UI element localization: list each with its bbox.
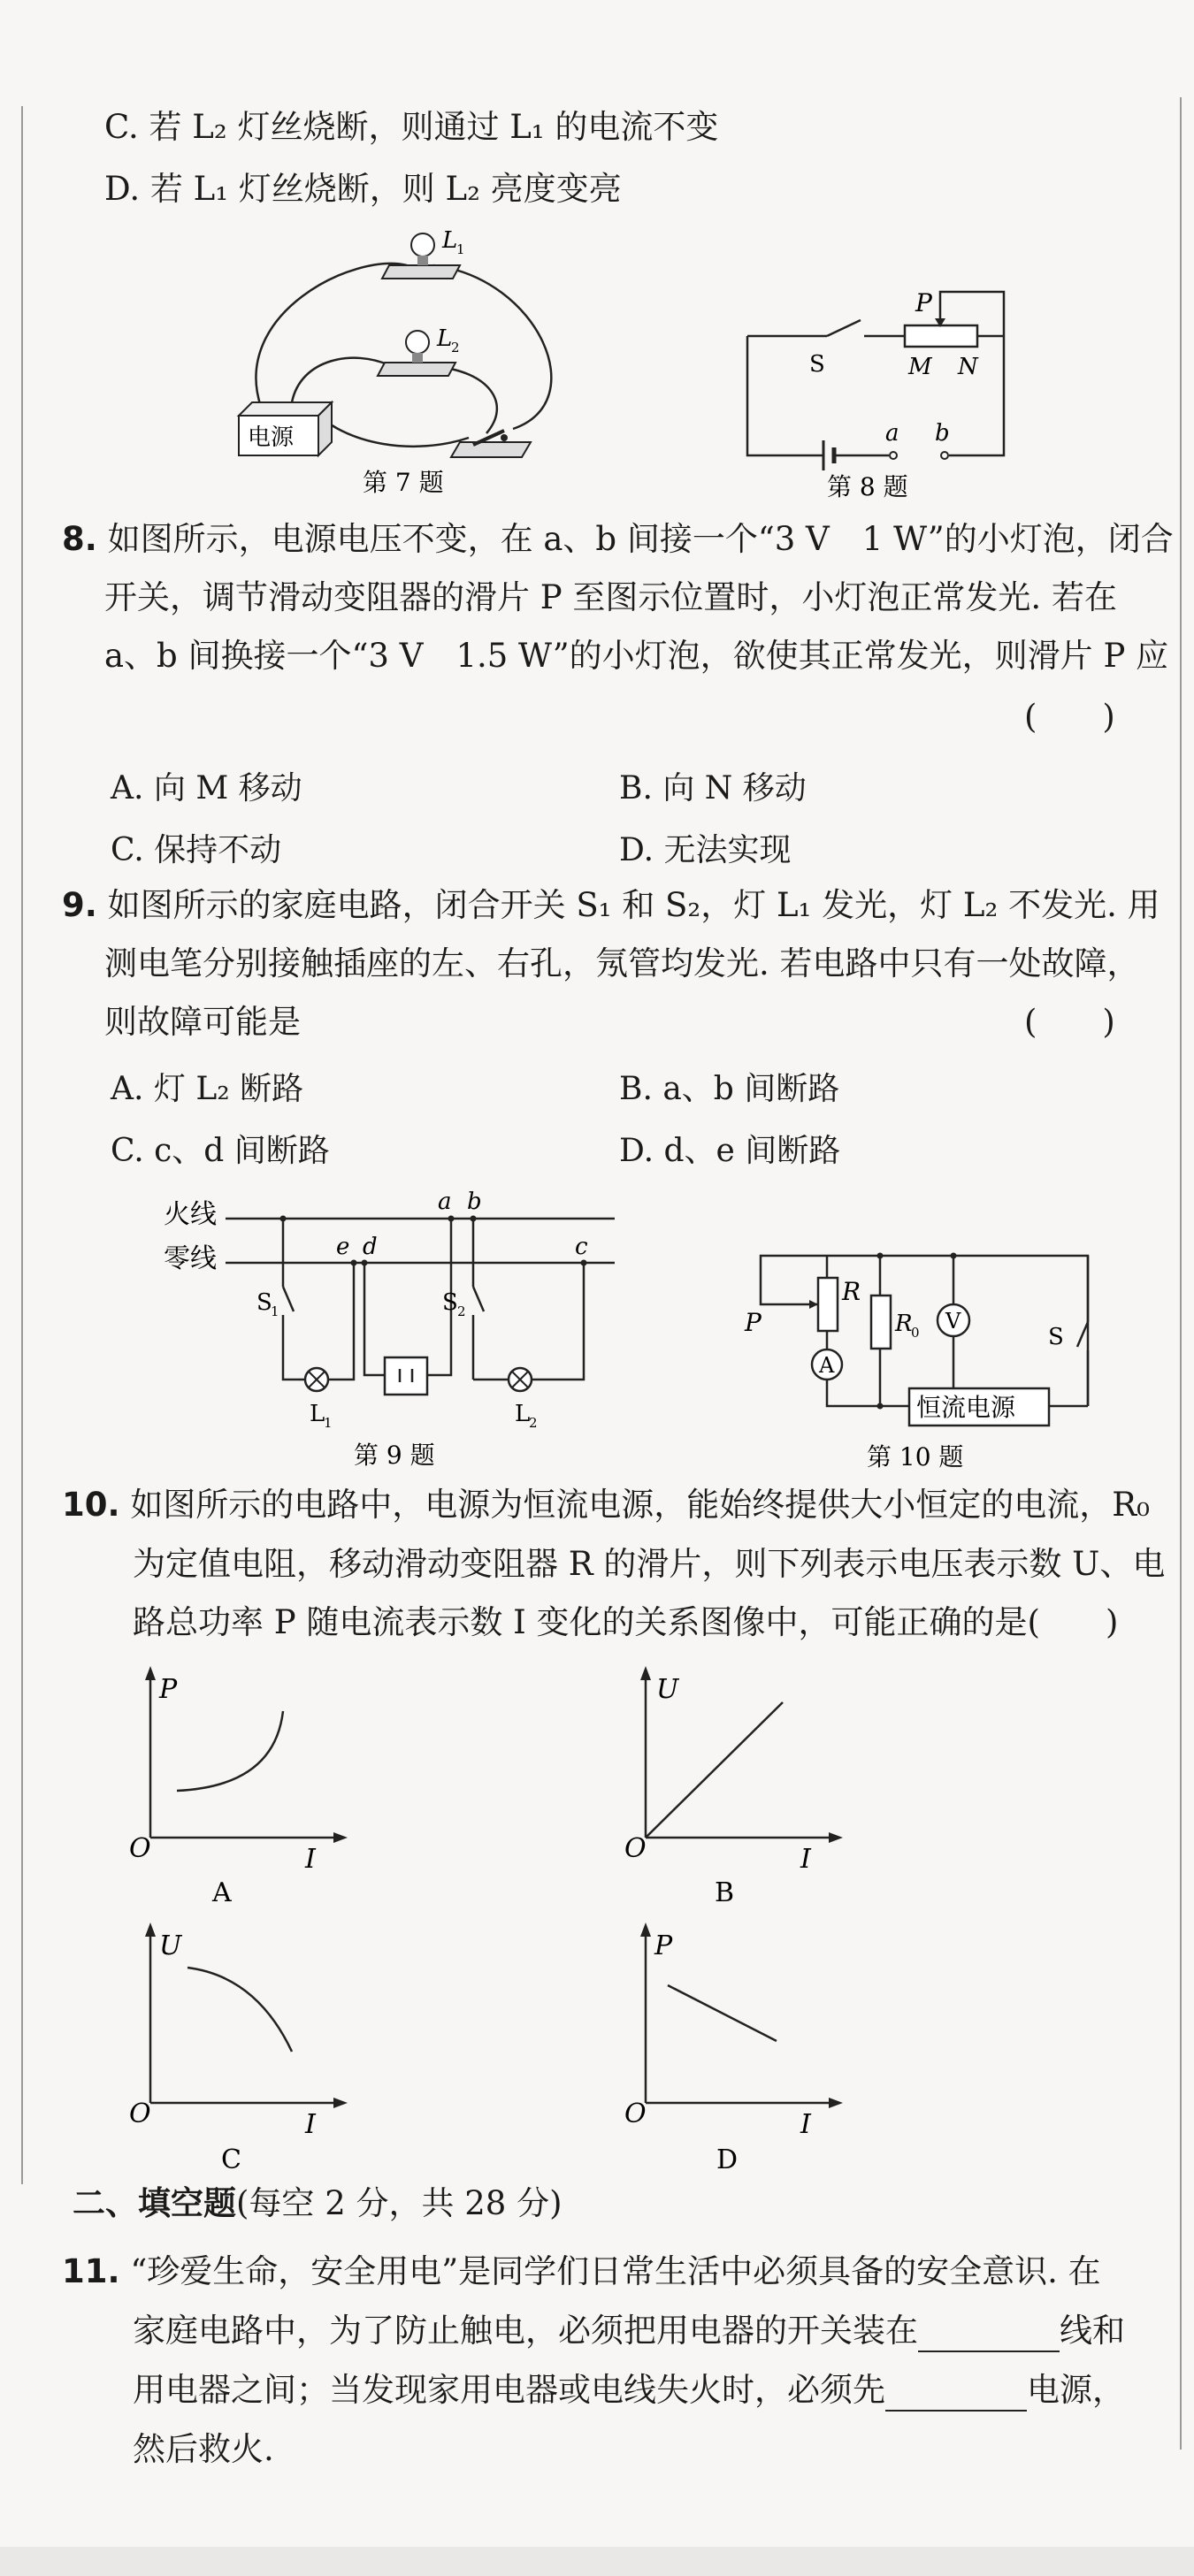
svg-text:U: U [159,1930,182,1961]
switch-s-icon [1077,1322,1088,1347]
svg-text:1: 1 [456,241,465,257]
graph-c-label: C [221,2144,241,2175]
fig7-caption: 第 7 题 [363,468,444,495]
fig7-power-label: 电源 [248,424,295,451]
fig9-live-label: 火线 [164,1199,217,1230]
q8-option-b: B. 向 N 移动 [619,770,807,806]
graph-d-label: D [716,2144,739,2175]
svg-text:L: L [310,1401,325,1427]
svg-text:I: I [800,2109,811,2140]
svg-text:M: M [908,354,932,380]
svg-text:O: O [624,2098,647,2129]
fig9-neutral-label: 零线 [164,1243,217,1274]
graph-a [124,1663,371,1910]
q8-option-d: D. 无法实现 [619,832,792,868]
rheostat-icon [905,325,977,347]
graph-b [619,1663,867,1910]
svg-text:I: I [305,1844,316,1875]
resistor-r0-icon [871,1296,891,1349]
q11-blank-1[interactable] [918,2319,1060,2352]
socket-icon [385,1357,427,1395]
fig8-caption: 第 8 题 [827,472,908,501]
fig10-caption: 第 10 题 [867,1442,964,1471]
q9-option-a: A. 灯 L₂ 断路 [111,1071,304,1107]
q8-line-1: 8. 如图所示，电源电压不变，在 a、b 间接一个“3 V 1 W”的小灯泡，闭合 [62,520,1174,558]
figure-9-household-circuit [159,1189,628,1472]
q8-number: 8. [62,520,97,558]
svg-text:O: O [624,1833,647,1864]
q11-line-3: 用电器之间；当发现家用电器或电线失火时，必须先 电源， [133,2369,1125,2412]
svg-text:S: S [809,351,825,378]
fig9-caption: 第 9 题 [354,1441,435,1470]
svg-text:I: I [800,1844,811,1875]
q6-option-c: C. 若 L₂ 灯丝烧断，则通过 L₁ 的电流不变 [104,108,719,146]
q8-option-c: C. 保持不动 [111,832,282,868]
left-margin-rule [21,106,23,2184]
svg-text:2: 2 [529,1415,538,1431]
q8-option-a: A. 向 M 移动 [111,770,302,806]
svg-text:O: O [129,1833,151,1864]
svg-text:S: S [256,1289,272,1316]
graph-d-line [668,1985,777,2041]
svg-text:N: N [958,354,978,380]
svg-text:V: V [945,1309,961,1334]
q8-answer-paren: ( ) [1024,698,1115,736]
svg-text:a: a [885,420,899,447]
q11-line-2: 家庭电路中，为了防止触电，必须把用电器的开关装在 线和 [133,2310,1125,2352]
svg-text:1: 1 [271,1303,279,1319]
q9-option-d: D. d、e 间断路 [619,1133,841,1169]
svg-text:R: R [842,1277,861,1306]
svg-text:I: I [305,2109,316,2140]
svg-text:O: O [129,2098,151,2129]
rheostat-r-icon [818,1278,838,1331]
q6-option-d: D. 若 L₁ 灯丝烧断，则 L₂ 亮度变亮 [104,170,622,208]
section-2-heading: 二、填空题(每空 2 分，共 28 分) [73,2184,563,2222]
q9-number: 9. [62,886,97,924]
graph-c-curve [188,1968,292,2052]
bulb-l2-icon [406,331,429,354]
svg-text:U: U [656,1674,679,1705]
q8-line-2: 开关，调节滑动变阻器的滑片 P 至图示位置时，小灯泡正常发光. 若在 [104,578,1117,616]
svg-text:0: 0 [911,1325,920,1341]
q9-option-b: B. a、b 间断路 [619,1071,840,1107]
graph-a-curve [177,1711,283,1791]
figure-7-circuit [221,225,593,495]
graph-d [619,1919,867,2175]
svg-text:b: b [935,420,950,447]
page-bottom-shade [0,2547,1194,2576]
svg-text:1: 1 [324,1415,333,1431]
svg-text:P: P [159,1674,178,1705]
svg-text:A: A [819,1353,835,1378]
q11-blank-2[interactable] [885,2378,1027,2412]
svg-text:e: e [336,1234,350,1260]
svg-text:P: P [654,1930,673,1961]
right-margin-rule [1180,97,1182,2450]
q11-line-4: 然后救火. [133,2430,274,2468]
q9-answer-paren: ( ) [1024,1003,1115,1041]
figure-8-circuit [739,283,1030,508]
svg-text:c: c [575,1234,588,1260]
q10-number: 10. [62,1486,120,1524]
svg-text:2: 2 [457,1303,466,1319]
svg-text:P: P [915,288,932,317]
graph-b-line [646,1702,783,1838]
switch-s2-icon [473,1287,484,1311]
q9-option-c: C. c、d 间断路 [111,1133,330,1169]
svg-text:恒流电源: 恒流电源 [916,1393,1016,1422]
q9-line-3: 则故障可能是 [104,1003,301,1041]
fig7-l1-label: L [442,227,458,254]
q10-line-3: 路总功率 P 随电流表示数 I 变化的关系图像中，可能正确的是( ) [133,1603,1119,1641]
svg-text:R: R [895,1311,913,1337]
svg-text:d: d [363,1234,378,1260]
switch-s1-icon [283,1287,294,1311]
q11-line-1: 11. “珍爱生命，安全用电”是同学们日常生活中必须具备的安全意识. 在 [62,2252,1101,2290]
fig7-l2-label: L [437,325,453,352]
q11-number: 11. [62,2252,120,2290]
svg-text:L: L [515,1401,531,1427]
svg-text:S: S [442,1289,458,1316]
svg-text:S: S [1048,1324,1064,1350]
graph-a-label: A [212,1877,232,1908]
figure-10-circuit [743,1234,1097,1472]
q8-line-3: a、b 间换接一个“3 V 1.5 W”的小灯泡，欲使其正常发光，则滑片 P 应 [104,637,1169,675]
q10-line-1: 10. 如图所示的电路中，电源为恒流电源，能始终提供大小恒定的电流，R₀ [62,1486,1151,1524]
svg-text:2: 2 [451,340,460,355]
bulb-l1-icon [411,233,434,256]
graph-c [124,1919,371,2175]
graph-b-label: B [715,1877,735,1908]
q10-line-2: 为定值电阻，移动滑动变阻器 R 的滑片，则下列表示电压表示数 U、电 [133,1545,1166,1583]
switch-s-icon [827,320,861,336]
q9-line-2: 测电笔分别接触插座的左、右孔，氖管均发光. 若电路中只有一处故障， [104,944,1140,982]
q9-line-1: 9. 如图所示的家庭电路，闭合开关 S₁ 和 S₂，灯 L₁ 发光，灯 L₂ 不发光. 用 [62,886,1160,924]
svg-text:a: a [438,1189,452,1215]
svg-text:P: P [745,1308,762,1337]
svg-text:b: b [467,1189,482,1215]
